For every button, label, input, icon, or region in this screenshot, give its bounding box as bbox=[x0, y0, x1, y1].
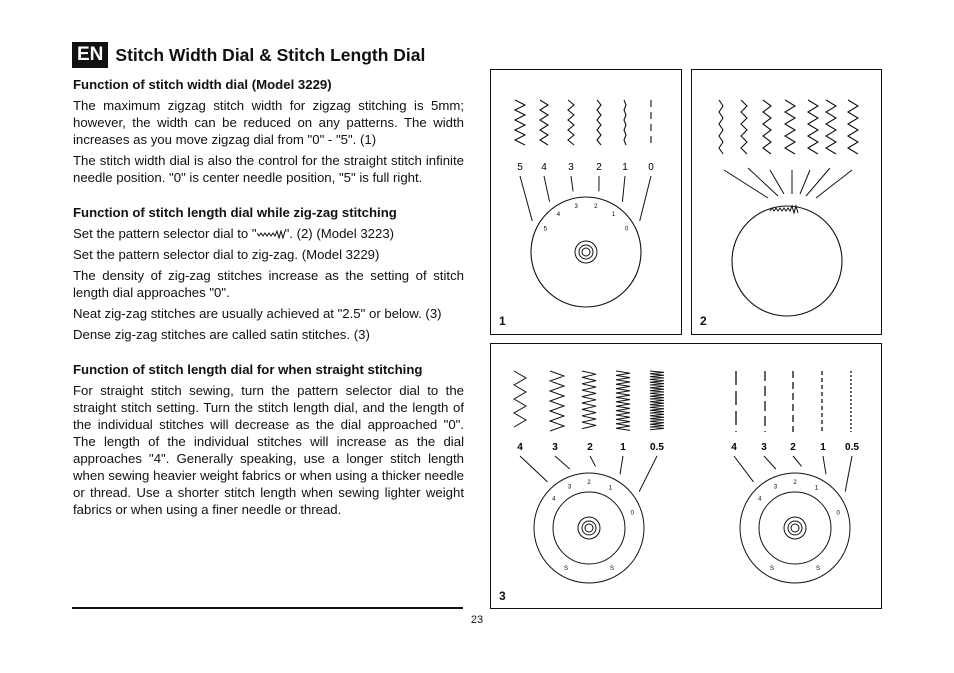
zigzag-stitch-sample bbox=[763, 100, 771, 154]
text-column bbox=[73, 76, 464, 522]
pointer-line bbox=[555, 456, 570, 469]
dial-mark: 2 bbox=[587, 480, 591, 486]
dial-circle bbox=[732, 206, 842, 316]
zigzag-stitch-sample bbox=[597, 100, 601, 145]
length-label: 3 bbox=[761, 442, 767, 453]
section-heading: Function of stitch length dial while zig-zag stitching bbox=[73, 205, 397, 220]
dial-inner-ring bbox=[553, 492, 625, 564]
section-heading: Function of stitch length dial for when straight stitching bbox=[73, 362, 423, 377]
zigzag-stitch-sample bbox=[550, 371, 564, 431]
page-title: Stitch Width Dial & Stitch Length Dial bbox=[115, 44, 426, 65]
pattern-selector-dial-illustration bbox=[692, 70, 883, 336]
zigzag-stitch-icon bbox=[257, 230, 285, 239]
stitch-length-dial-illustration bbox=[491, 344, 883, 610]
pointer-line bbox=[571, 176, 573, 191]
pointer-line bbox=[748, 168, 778, 196]
dial-knob bbox=[578, 517, 600, 539]
dial-knob bbox=[784, 517, 806, 539]
dial-mark: 1 bbox=[611, 212, 616, 218]
pointer-line bbox=[793, 456, 802, 466]
pointer-line bbox=[639, 456, 657, 492]
paragraph: Set the pattern selector dial to zig-zag. (Model 3229) bbox=[73, 247, 380, 262]
dial-mark: 2 bbox=[793, 480, 797, 486]
dial-mark: 3 bbox=[773, 484, 778, 491]
dial-mark: S bbox=[563, 565, 569, 572]
paragraph: The density of zig-zag stitches increase as the setting of stitch length dial approaches "0". bbox=[73, 268, 464, 300]
length-label: 2 bbox=[790, 442, 796, 453]
figure-label: 1 bbox=[499, 314, 506, 328]
paragraph: Set the pattern selector dial to " ". (2) (Model 3223) bbox=[73, 226, 395, 241]
pointer-line bbox=[520, 456, 548, 482]
width-label: 4 bbox=[541, 162, 547, 173]
length-label: 0.5 bbox=[650, 442, 664, 453]
width-label: 2 bbox=[596, 162, 602, 173]
dial-mark: S bbox=[815, 565, 821, 572]
dial-mark: 2 bbox=[594, 204, 598, 210]
dial-inner-ring bbox=[759, 492, 831, 564]
zigzag-stitch-sample bbox=[808, 100, 818, 154]
figure-3-panel bbox=[490, 343, 882, 609]
dial-circle bbox=[534, 473, 644, 583]
length-label: 3 bbox=[552, 442, 558, 453]
paragraph: The maximum zigzag stitch width for zigzag stitching is 5mm; however, the width can be reduced on any patterns. The width increases as you move zigzag dial from "0" - "5". (1) bbox=[73, 98, 464, 147]
figure-2-panel bbox=[691, 69, 882, 335]
figure-label: 2 bbox=[700, 314, 707, 328]
length-label: 4 bbox=[517, 442, 523, 453]
length-label: 2 bbox=[587, 442, 593, 453]
dial-mark: 4 bbox=[552, 496, 556, 503]
zigzag-stitch-sample bbox=[719, 100, 723, 154]
zigzag-stitch-sample bbox=[848, 100, 858, 154]
dial-circle bbox=[531, 197, 641, 307]
dial-mark: S bbox=[769, 565, 775, 572]
pointer-line bbox=[764, 456, 776, 469]
dial-mark: 0 bbox=[625, 226, 629, 233]
pointer-line bbox=[734, 456, 754, 482]
paragraph: Dense zig-zag stitches are called satin stitches. (3) bbox=[73, 327, 370, 342]
dial-mark: S bbox=[609, 565, 615, 572]
length-label: 4 bbox=[731, 442, 737, 453]
dial-circle bbox=[740, 473, 850, 583]
pointer-line bbox=[800, 170, 810, 194]
pointer-line bbox=[620, 456, 623, 474]
dial-mark: 3 bbox=[567, 484, 572, 491]
figure-label: 3 bbox=[499, 589, 506, 603]
section-heading: Function of stitch width dial (Model 3229) bbox=[73, 77, 332, 92]
dial-mark: 0 bbox=[630, 510, 634, 517]
figure-1-panel bbox=[490, 69, 682, 335]
width-label: 3 bbox=[568, 162, 574, 173]
dial-mark: 3 bbox=[574, 204, 578, 210]
zigzag-stitch-sample bbox=[514, 371, 526, 427]
width-label: 1 bbox=[622, 162, 628, 173]
pointer-line bbox=[590, 456, 596, 466]
stitch-width-dial-illustration bbox=[491, 70, 683, 336]
pointer-line bbox=[544, 176, 550, 202]
pointer-line bbox=[816, 170, 852, 198]
width-label: 0 bbox=[648, 162, 654, 173]
zigzag-stitch-sample bbox=[582, 371, 596, 429]
zigzag-stitch-sample bbox=[826, 100, 836, 154]
dial-mark: 1 bbox=[814, 485, 819, 492]
zigzag-stitch-sample bbox=[650, 371, 664, 430]
page-number: 23 bbox=[470, 614, 484, 626]
paragraph: Neat zig-zag stitches are usually achieved at "2.5" or below. (3) bbox=[73, 306, 442, 321]
footer-rule bbox=[72, 607, 463, 609]
pointer-line bbox=[622, 176, 625, 202]
dial-mark: 4 bbox=[758, 496, 762, 503]
zigzag-stitch-sample bbox=[616, 371, 630, 430]
zigzag-stitch-sample bbox=[785, 100, 795, 154]
dial-mark: 1 bbox=[608, 485, 613, 492]
dial-mark: 5 bbox=[543, 226, 547, 233]
zigzag-stitch-sample bbox=[741, 100, 747, 154]
zigzag-stitch-sample bbox=[624, 100, 626, 145]
length-label: 1 bbox=[820, 442, 826, 453]
length-label: 0.5 bbox=[845, 442, 859, 453]
pointer-line bbox=[520, 176, 532, 221]
dial-mark: 0 bbox=[836, 510, 840, 517]
length-label: 1 bbox=[620, 442, 626, 453]
zigzag-stitch-sample bbox=[515, 100, 525, 145]
pointer-line bbox=[823, 456, 826, 474]
pointer-line bbox=[640, 176, 651, 221]
dial-knob bbox=[575, 241, 597, 263]
zigzag-stitch-sample bbox=[540, 100, 548, 145]
zigzag-stitch-sample bbox=[568, 100, 574, 145]
dial-mark: 4 bbox=[556, 212, 561, 218]
page-header bbox=[72, 42, 425, 68]
pointer-line bbox=[724, 170, 768, 198]
pointer-line bbox=[845, 456, 852, 492]
paragraph: For straight stitch sewing, turn the pattern selector dial to the straight stitch setting. Turn the stitch length dial, and the length of the individual stitches will decrease as the dial approached "0". The length of the individual stitches will increase as the dial approaches "4". Generally speaking, use a longer stitch length when sewing heavier weight fabrics or when using a thicker needle or thread. Use a shorter stitch length when sewing lighter weight fabrics or when using a finer needle or thread. bbox=[73, 383, 464, 517]
language-badge: EN bbox=[72, 42, 108, 68]
paragraph: The stitch width dial is also the control for the straight stitch infinite needle position. "0" is center needle position, "5" is full right. bbox=[73, 153, 464, 185]
width-label: 5 bbox=[517, 162, 523, 173]
